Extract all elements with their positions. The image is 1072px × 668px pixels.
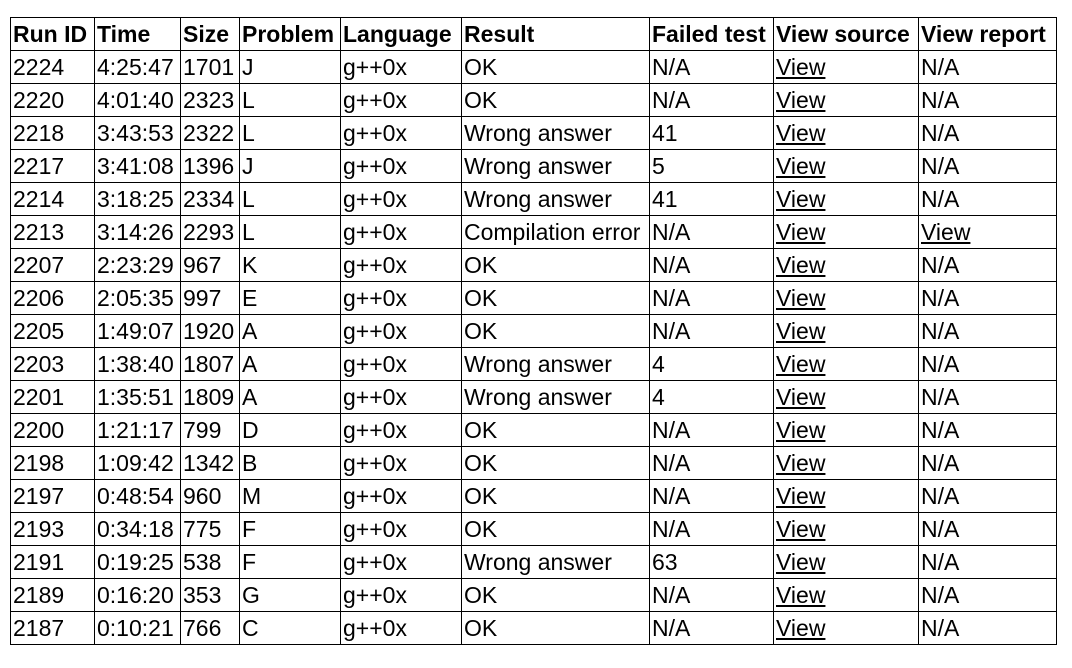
cell-failed-test: 41 <box>650 117 774 150</box>
header-failed-test: Failed test <box>650 18 774 51</box>
cell-result: OK <box>462 51 650 84</box>
cell-view-source <box>774 183 919 216</box>
cell-view-report <box>919 216 1057 249</box>
cell-run-id: 2200 <box>11 414 95 447</box>
cell-size: 1396 <box>181 150 240 183</box>
cell-failed-test: 63 <box>650 546 774 579</box>
cell-run-id: 2197 <box>11 480 95 513</box>
cell-failed-test: N/A <box>650 414 774 447</box>
cell-view-source <box>774 414 919 447</box>
cell-time: 4:25:47 <box>95 51 181 84</box>
cell-result: OK <box>462 513 650 546</box>
cell-failed-test: N/A <box>650 282 774 315</box>
cell-run-id: 2220 <box>11 84 95 117</box>
cell-view-report: N/A <box>919 447 1057 480</box>
cell-size: 1342 <box>181 447 240 480</box>
cell-size: 2323 <box>181 84 240 117</box>
table-row <box>11 117 1057 150</box>
cell-language: g++0x <box>341 480 462 513</box>
cell-problem: L <box>240 117 341 150</box>
cell-run-id: 2198 <box>11 447 95 480</box>
cell-language: g++0x <box>341 381 462 414</box>
cell-time: 1:49:07 <box>95 315 181 348</box>
cell-failed-test: N/A <box>650 216 774 249</box>
cell-run-id: 2203 <box>11 348 95 381</box>
cell-size: 353 <box>181 579 240 612</box>
table-row <box>11 579 1057 612</box>
view-source-link[interactable]: View <box>776 549 826 575</box>
cell-result: OK <box>462 84 650 117</box>
cell-run-id: 2213 <box>11 216 95 249</box>
cell-run-id: 2217 <box>11 150 95 183</box>
cell-problem: F <box>240 513 341 546</box>
cell-problem: J <box>240 150 341 183</box>
view-source-link[interactable]: View <box>776 252 826 278</box>
cell-language: g++0x <box>341 447 462 480</box>
cell-failed-test: N/A <box>650 249 774 282</box>
cell-view-source <box>774 612 919 645</box>
cell-time: 3:41:08 <box>95 150 181 183</box>
cell-run-id: 2193 <box>11 513 95 546</box>
cell-view-report: N/A <box>919 117 1057 150</box>
table-row <box>11 348 1057 381</box>
cell-language: g++0x <box>341 315 462 348</box>
cell-result: OK <box>462 414 650 447</box>
cell-failed-test: 4 <box>650 381 774 414</box>
cell-failed-test: N/A <box>650 612 774 645</box>
table-row <box>11 546 1057 579</box>
cell-size: 538 <box>181 546 240 579</box>
cell-problem: C <box>240 612 341 645</box>
cell-view-report: N/A <box>919 84 1057 117</box>
cell-size: 997 <box>181 282 240 315</box>
cell-language: g++0x <box>341 348 462 381</box>
view-source-link[interactable]: View <box>776 417 826 443</box>
cell-size: 799 <box>181 414 240 447</box>
cell-language: g++0x <box>341 249 462 282</box>
cell-view-report: N/A <box>919 183 1057 216</box>
cell-problem: L <box>240 84 341 117</box>
cell-problem: J <box>240 51 341 84</box>
cell-view-source <box>774 315 919 348</box>
cell-view-report: N/A <box>919 381 1057 414</box>
cell-result: Wrong answer <box>462 381 650 414</box>
cell-result: OK <box>462 480 650 513</box>
cell-problem: E <box>240 282 341 315</box>
cell-language: g++0x <box>341 513 462 546</box>
cell-view-source <box>774 348 919 381</box>
table-row <box>11 249 1057 282</box>
cell-result: Wrong answer <box>462 150 650 183</box>
view-source-link[interactable]: View <box>776 54 826 80</box>
view-report-link[interactable]: View <box>921 219 971 245</box>
cell-result: OK <box>462 447 650 480</box>
cell-result: OK <box>462 315 650 348</box>
cell-failed-test: N/A <box>650 447 774 480</box>
cell-language: g++0x <box>341 546 462 579</box>
cell-language: g++0x <box>341 51 462 84</box>
cell-size: 967 <box>181 249 240 282</box>
runs-table <box>10 17 1057 645</box>
cell-result: OK <box>462 612 650 645</box>
view-source-link[interactable]: View <box>776 186 826 212</box>
view-source-link[interactable]: View <box>776 351 826 377</box>
cell-problem: A <box>240 315 341 348</box>
cell-size: 1920 <box>181 315 240 348</box>
header-view-source: View source <box>774 18 919 51</box>
cell-result: Wrong answer <box>462 348 650 381</box>
cell-failed-test: N/A <box>650 315 774 348</box>
view-source-link[interactable]: View <box>776 153 826 179</box>
view-source-link[interactable]: View <box>776 219 826 245</box>
cell-view-report: N/A <box>919 612 1057 645</box>
cell-view-report: N/A <box>919 150 1057 183</box>
cell-problem: L <box>240 216 341 249</box>
cell-problem: B <box>240 447 341 480</box>
cell-view-report: N/A <box>919 249 1057 282</box>
cell-language: g++0x <box>341 84 462 117</box>
cell-language: g++0x <box>341 216 462 249</box>
cell-run-id: 2218 <box>11 117 95 150</box>
cell-size: 2334 <box>181 183 240 216</box>
cell-view-source <box>774 150 919 183</box>
cell-time: 3:14:26 <box>95 216 181 249</box>
cell-view-report: N/A <box>919 315 1057 348</box>
cell-view-report: N/A <box>919 282 1057 315</box>
cell-view-source <box>774 249 919 282</box>
cell-run-id: 2207 <box>11 249 95 282</box>
cell-result: Wrong answer <box>462 546 650 579</box>
table-row <box>11 480 1057 513</box>
view-source-link[interactable]: View <box>776 285 826 311</box>
cell-failed-test: N/A <box>650 51 774 84</box>
cell-size: 1701 <box>181 51 240 84</box>
cell-failed-test: N/A <box>650 513 774 546</box>
header-row <box>11 18 1057 51</box>
cell-result: OK <box>462 579 650 612</box>
cell-view-report: N/A <box>919 51 1057 84</box>
cell-view-report: N/A <box>919 348 1057 381</box>
header-size: Size <box>181 18 240 51</box>
cell-problem: F <box>240 546 341 579</box>
cell-failed-test: N/A <box>650 84 774 117</box>
cell-language: g++0x <box>341 117 462 150</box>
view-source-link[interactable]: View <box>776 483 826 509</box>
cell-view-source <box>774 216 919 249</box>
cell-language: g++0x <box>341 612 462 645</box>
cell-view-report: N/A <box>919 546 1057 579</box>
cell-time: 3:43:53 <box>95 117 181 150</box>
view-source-link[interactable]: View <box>776 318 826 344</box>
cell-problem: K <box>240 249 341 282</box>
cell-result: OK <box>462 282 650 315</box>
runs-table-body <box>11 51 1057 645</box>
cell-run-id: 2187 <box>11 612 95 645</box>
table-row <box>11 513 1057 546</box>
cell-time: 0:48:54 <box>95 480 181 513</box>
cell-language: g++0x <box>341 150 462 183</box>
cell-view-source <box>774 447 919 480</box>
cell-problem: D <box>240 414 341 447</box>
cell-time: 0:16:20 <box>95 579 181 612</box>
cell-run-id: 2189 <box>11 579 95 612</box>
cell-language: g++0x <box>341 579 462 612</box>
cell-view-source <box>774 579 919 612</box>
cell-view-source <box>774 117 919 150</box>
cell-time: 0:34:18 <box>95 513 181 546</box>
view-source-link[interactable]: View <box>776 582 826 608</box>
cell-view-source <box>774 51 919 84</box>
cell-view-source <box>774 480 919 513</box>
view-source-link[interactable]: View <box>776 450 826 476</box>
table-row <box>11 612 1057 645</box>
cell-language: g++0x <box>341 282 462 315</box>
cell-size: 1807 <box>181 348 240 381</box>
table-row <box>11 150 1057 183</box>
table-row <box>11 381 1057 414</box>
cell-size: 2293 <box>181 216 240 249</box>
table-row <box>11 315 1057 348</box>
cell-problem: L <box>240 183 341 216</box>
view-source-link[interactable]: View <box>776 87 826 113</box>
cell-result: Compilation error <box>462 216 650 249</box>
cell-size: 2322 <box>181 117 240 150</box>
cell-view-source <box>774 513 919 546</box>
cell-view-source <box>774 84 919 117</box>
cell-failed-test: 4 <box>650 348 774 381</box>
table-row <box>11 282 1057 315</box>
cell-size: 766 <box>181 612 240 645</box>
table-row <box>11 447 1057 480</box>
table-row <box>11 183 1057 216</box>
cell-run-id: 2206 <box>11 282 95 315</box>
table-row <box>11 216 1057 249</box>
cell-problem: A <box>240 348 341 381</box>
cell-failed-test: 5 <box>650 150 774 183</box>
cell-view-report: N/A <box>919 579 1057 612</box>
cell-run-id: 2205 <box>11 315 95 348</box>
cell-run-id: 2201 <box>11 381 95 414</box>
cell-time: 4:01:40 <box>95 84 181 117</box>
cell-result: OK <box>462 249 650 282</box>
cell-run-id: 2214 <box>11 183 95 216</box>
header-view-report: View report <box>919 18 1057 51</box>
cell-language: g++0x <box>341 183 462 216</box>
cell-failed-test: N/A <box>650 480 774 513</box>
cell-failed-test: 41 <box>650 183 774 216</box>
cell-time: 0:10:21 <box>95 612 181 645</box>
header-problem: Problem <box>240 18 341 51</box>
cell-problem: M <box>240 480 341 513</box>
cell-view-source <box>774 381 919 414</box>
cell-time: 2:05:35 <box>95 282 181 315</box>
table-row <box>11 84 1057 117</box>
cell-view-report: N/A <box>919 480 1057 513</box>
cell-size: 1809 <box>181 381 240 414</box>
cell-view-report: N/A <box>919 513 1057 546</box>
table-row <box>11 51 1057 84</box>
header-run-id: Run ID <box>11 18 95 51</box>
cell-view-report: N/A <box>919 414 1057 447</box>
cell-size: 775 <box>181 513 240 546</box>
cell-language: g++0x <box>341 414 462 447</box>
table-row <box>11 414 1057 447</box>
header-language: Language <box>341 18 462 51</box>
cell-time: 1:21:17 <box>95 414 181 447</box>
header-result: Result <box>462 18 650 51</box>
cell-result: Wrong answer <box>462 183 650 216</box>
cell-failed-test: N/A <box>650 579 774 612</box>
cell-problem: G <box>240 579 341 612</box>
cell-time: 3:18:25 <box>95 183 181 216</box>
cell-time: 0:19:25 <box>95 546 181 579</box>
view-source-link[interactable]: View <box>776 120 826 146</box>
cell-time: 1:09:42 <box>95 447 181 480</box>
cell-view-source <box>774 282 919 315</box>
cell-time: 1:38:40 <box>95 348 181 381</box>
cell-size: 960 <box>181 480 240 513</box>
cell-time: 2:23:29 <box>95 249 181 282</box>
cell-problem: A <box>240 381 341 414</box>
view-source-link[interactable]: View <box>776 384 826 410</box>
cell-view-source <box>774 546 919 579</box>
cell-time: 1:35:51 <box>95 381 181 414</box>
cell-result: Wrong answer <box>462 117 650 150</box>
cell-run-id: 2191 <box>11 546 95 579</box>
view-source-link[interactable]: View <box>776 516 826 542</box>
cell-run-id: 2224 <box>11 51 95 84</box>
header-time: Time <box>95 18 181 51</box>
view-source-link[interactable]: View <box>776 615 826 641</box>
